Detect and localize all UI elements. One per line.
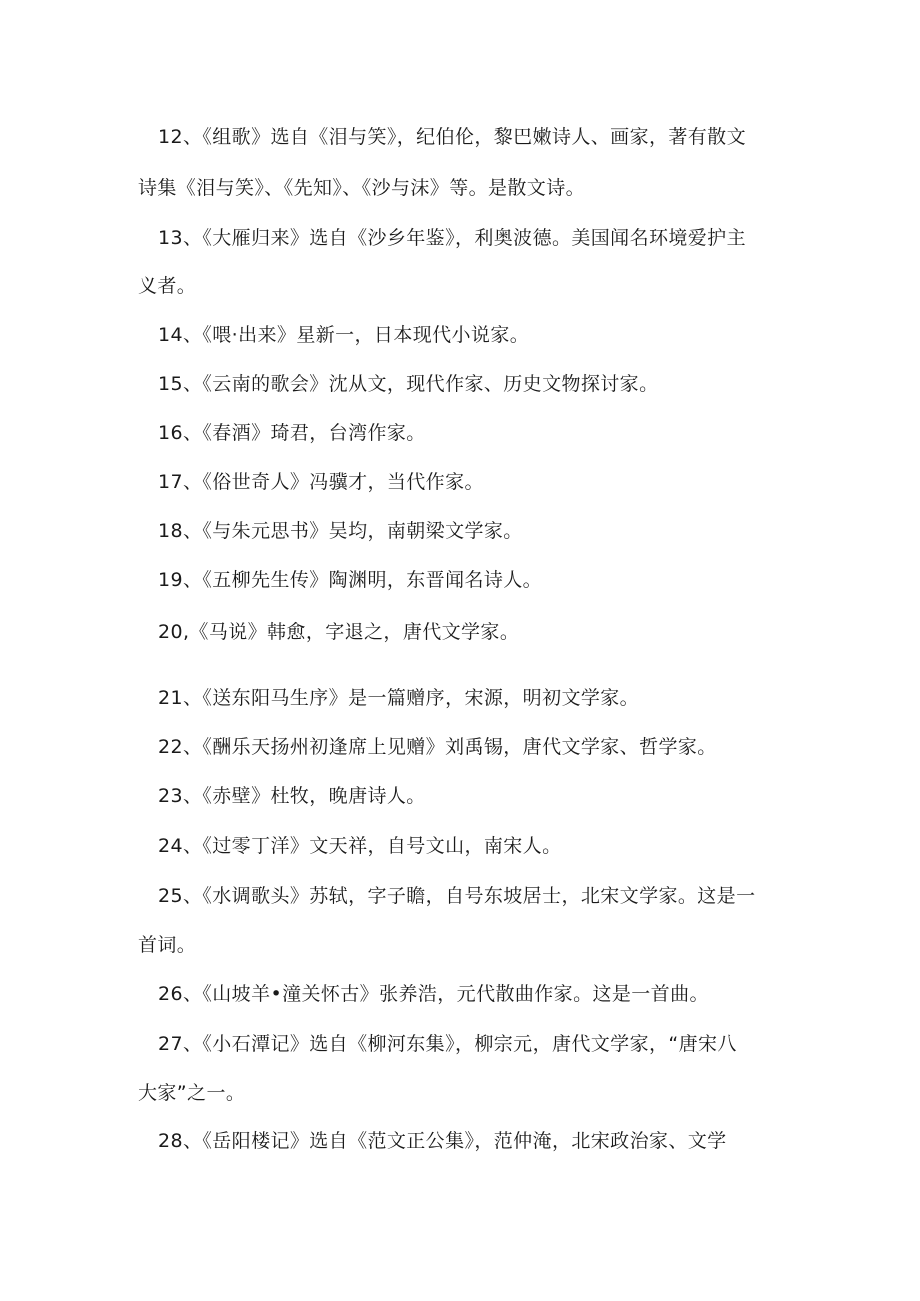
text-line: 大家”之一。 [138, 1082, 246, 1104]
text-line: 24、《过零丁洋》文天祥，自号文山，南宋人。 [158, 835, 562, 857]
text-line: 18、《与朱元思书》吴均，南朝梁文学家。 [158, 520, 523, 542]
text-line: 14、《喂·出来》星新一，日本现代小说家。 [158, 324, 530, 346]
text-line: 义者。 [138, 275, 197, 297]
text-line: 13、《大雁归来》选自《沙乡年鉴》，利奥波德。美国闻名环境爱护主 [158, 227, 746, 249]
text-line: 25、《水调歌头》苏轼，字子瞻，自号东坡居士，北宋文学家。这是一 [158, 885, 756, 907]
text-line: 26、《山坡羊•潼关怀古》张养浩，元代散曲作家。这是一首曲。 [158, 983, 709, 1005]
text-line: 23、《赤壁》杜牧，晚唐诗人。 [158, 785, 426, 807]
text-line: 22、《酬乐天扬州初逢席上见赠》刘禹锡，唐代文学家、哲学家。 [158, 736, 717, 758]
text-line: 诗集《泪与笑》、《先知》、《沙与沫》等。是散文诗。 [138, 177, 586, 199]
text-line: 15、《云南的歌会》沈从文，现代作家、历史文物探讨家。 [158, 373, 659, 395]
text-line: 20,《马说》韩愈，字退之，唐代文学家。 [158, 621, 520, 643]
text-line: 17、《俗世奇人》冯骥才，当代作家。 [158, 471, 484, 493]
text-line: 12、《组歌》选自《泪与笑》，纪伯伦，黎巴嫩诗人、画家，著有散文 [158, 126, 746, 148]
text-line: 21、《送东阳马生序》是一篇赠序，宋源，明初文学家。 [158, 687, 640, 709]
text-line: 16、《春酒》琦君，台湾作家。 [158, 422, 426, 444]
text-line: 28、《岳阳楼记》选自《范文正公集》，范仲淹，北宋政治家、文学 [158, 1130, 727, 1152]
text-line: 19、《五柳先生传》陶渊明，东晋闻名诗人。 [158, 569, 543, 591]
text-line: 27、《小石潭记》选自《柳河东集》，柳宗元，唐代文学家，“唐宋八 [158, 1033, 737, 1055]
text-line: 首词。 [138, 934, 197, 956]
